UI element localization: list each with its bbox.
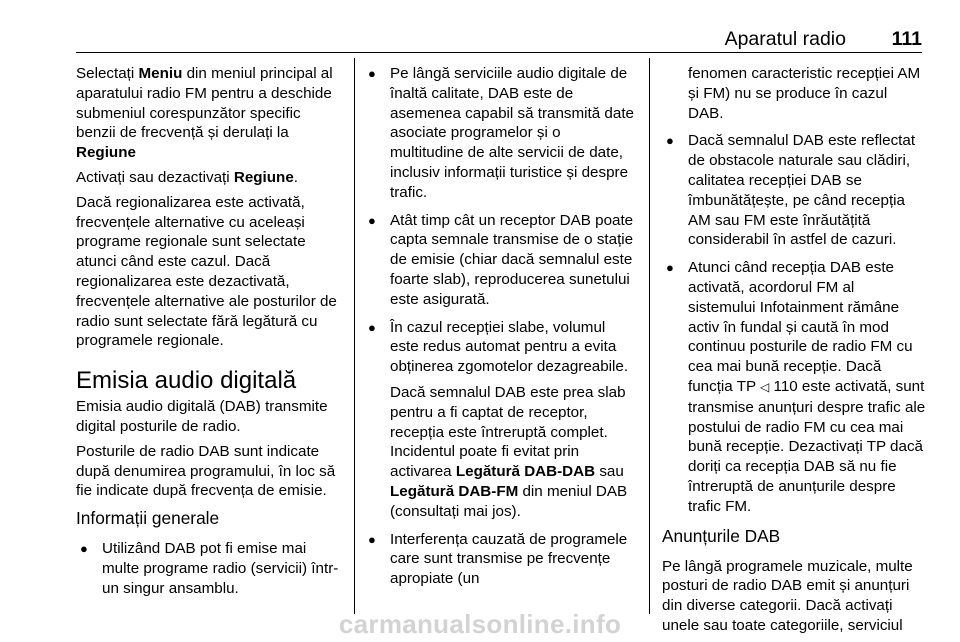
list-item-continuation: fenomen caracteristic recepției AM și FM) nu se produce în cazul DAB.	[688, 65, 921, 122]
column-divider-1	[354, 58, 355, 614]
section-heading-dab: Emisia audio digitală	[76, 367, 297, 395]
list-item: ● Atunci când recepția DAB este activată, acordorul FM al sistemului Infotainment rămâne activ în fundal și caută în mod continuu posturile de radio FM cu cea mai bună recepție. Dacă funcția TP ◁ 110 este activată, sunt transmise anunțuri despre trafic ale postului de radio FM cu cea mai bună recepție. Dezactivați TP dacă doriți ca recepția DAB să nu fie întreruptă de anunțurile despre trafic FM.	[662, 258, 926, 516]
dab-fm-link-keyword: Legătură DAB-FM	[390, 482, 519, 500]
paragraph-dab-names: Posturile de radio DAB sunt indicate după denumirea programului, în loc să fie indicate după frecvența de emisie.	[76, 442, 336, 500]
column-3	[662, 64, 926, 641]
list-item: ● În cazul recepției slabe, volumul este redus automat pentru a evita obținerea zgomotelor dezagreabile.	[364, 318, 636, 377]
subheading-dab-announcements: Anunțurile DAB	[662, 525, 781, 546]
paragraph-announcements: Pe lângă programele muzicale, multe posturi de radio DAB emit și anunțuri din diverse categorii. Dacă activați unele sau toate categoriile, serviciul	[662, 557, 913, 634]
header-rule	[76, 52, 922, 53]
column-1	[76, 64, 344, 607]
header-title: Aparatul radio	[724, 28, 846, 50]
subheading-general-info: Informații generale	[76, 508, 220, 529]
page-reference-arrow-icon: ◁	[760, 379, 770, 394]
region-keyword: Regiune	[233, 168, 294, 186]
region-keyword: Regiune	[76, 144, 136, 162]
page-header	[76, 28, 922, 50]
dab-dab-link-keyword: Legătură DAB-DAB	[455, 463, 596, 481]
list-item: ● Interferența cauzată de programele care sunt transmise pe frecvențe apropiate (un	[364, 530, 636, 589]
column-divider-2	[649, 58, 650, 614]
paragraph-dab-intro: Emisia audio digitală (DAB) transmite digital posturile de radio.	[76, 398, 328, 435]
list-item: ● Dacă semnalul DAB este reflectat de obstacole naturale sau clădiri, calitatea recepției DAB se îmbunătățește, pe când recepția AM sau FM este înrăutățită considerabil în astfel de cazuri.	[662, 131, 926, 250]
paragraph-region-menu: Selectați Meniu din meniul principal al aparatului radio FM pentru a deschide submeniul corespunzător specific benzii de frecvență și derulați la Regiune	[76, 65, 333, 162]
paragraph-regionalization: Dacă regionalizarea este activată, frecvențele alternative cu aceleași programe regionale sunt selectate atunci când este cazul. Dacă regionalizarea este dezactivată, frecvențele alternative ale posturilor de radio sunt selectate fără legătură cu programele regionale.	[76, 193, 337, 350]
watermark: carmanualsonline.info	[338, 609, 622, 639]
list-item-continuation: Dacă semnalul DAB este prea slab pentru a fi captat de receptor, recepția este întreruptă complet. Incidentul poate fi evitat prin activarea Legătură DAB-DAB sau Legătură DAB-FM din meniul DAB (consultați mai jos).	[390, 383, 628, 520]
column-2	[364, 64, 636, 597]
paragraph-region-toggle: Activați sau dezactivați Regiune.	[76, 168, 299, 186]
list-item: ● Atât timp cât un receptor DAB poate capta semnale transmise de o stație de emisie (chiar dacă semnalul este foarte slab), reproducerea sunetului este asigurată.	[364, 211, 636, 310]
page-number: 111	[891, 28, 922, 50]
list-item: ● Utilizând DAB pot fi emise mai multe programe radio (servicii) într-un singur ansamblu.	[76, 539, 344, 598]
menu-keyword: Meniu	[138, 65, 183, 82]
list-item: ● Pe lângă serviciile audio digitale de înaltă calitate, DAB este de asemenea capabil să transmită date asociate programelor și o multitudine de alte servicii de date, inclusiv informații turistice și despre trafic.	[364, 64, 636, 203]
